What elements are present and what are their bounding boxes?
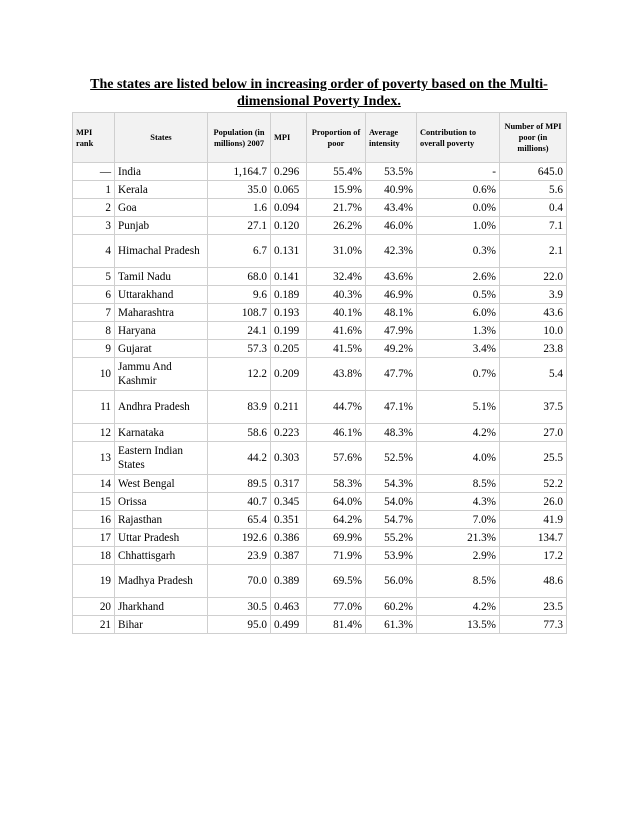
cell-state: Jharkhand: [115, 598, 208, 616]
cell-population: 23.9: [208, 547, 271, 565]
cell-intensity: 54.0%: [366, 493, 417, 511]
cell-mpi: 0.389: [271, 565, 307, 598]
cell-mpi: 0.386: [271, 529, 307, 547]
cell-contribution: 0.6%: [417, 181, 500, 199]
table-row: [73, 475, 567, 493]
cell-state: Maharashtra: [115, 304, 208, 322]
cell-rank: 5: [73, 268, 115, 286]
cell-state: Orissa: [115, 493, 208, 511]
cell-population: 12.2: [208, 358, 271, 391]
cell-mpi: 0.345: [271, 493, 307, 511]
cell-intensity: 47.1%: [366, 391, 417, 424]
cell-rank: 18: [73, 547, 115, 565]
col-header-contribution: Contribution to overall poverty: [417, 113, 500, 163]
cell-proportion: 15.9%: [307, 181, 366, 199]
cell-number-poor: 41.9: [500, 511, 567, 529]
cell-intensity: 43.4%: [366, 199, 417, 217]
cell-contribution: 0.0%: [417, 199, 500, 217]
cell-contribution: 8.5%: [417, 475, 500, 493]
cell-rank: 4: [73, 235, 115, 268]
cell-contribution: 2.6%: [417, 268, 500, 286]
cell-proportion: 41.5%: [307, 340, 366, 358]
cell-number-poor: 23.5: [500, 598, 567, 616]
cell-intensity: 48.3%: [366, 424, 417, 442]
col-header-population: Population (in millions) 2007: [208, 113, 271, 163]
cell-mpi: 0.211: [271, 391, 307, 424]
cell-intensity: 53.5%: [366, 163, 417, 181]
cell-proportion: 71.9%: [307, 547, 366, 565]
table-row: [73, 391, 567, 424]
cell-number-poor: 645.0: [500, 163, 567, 181]
table-row: [73, 598, 567, 616]
cell-intensity: 46.0%: [366, 217, 417, 235]
cell-population: 83.9: [208, 391, 271, 424]
cell-population: 1.6: [208, 199, 271, 217]
cell-contribution: 6.0%: [417, 304, 500, 322]
cell-rank: 10: [73, 358, 115, 391]
table-row: [73, 547, 567, 565]
cell-number-poor: 3.9: [500, 286, 567, 304]
cell-population: 35.0: [208, 181, 271, 199]
cell-mpi: 0.141: [271, 268, 307, 286]
cell-state: Eastern Indian States: [115, 442, 208, 475]
cell-mpi: 0.193: [271, 304, 307, 322]
cell-contribution: 4.2%: [417, 598, 500, 616]
cell-contribution: 1.0%: [417, 217, 500, 235]
cell-population: 89.5: [208, 475, 271, 493]
cell-mpi: 0.131: [271, 235, 307, 268]
cell-number-poor: 22.0: [500, 268, 567, 286]
cell-number-poor: 26.0: [500, 493, 567, 511]
cell-proportion: 26.2%: [307, 217, 366, 235]
cell-intensity: 53.9%: [366, 547, 417, 565]
header-row: [73, 113, 567, 163]
table-row: [73, 493, 567, 511]
table-row: [73, 442, 567, 475]
cell-rank: 17: [73, 529, 115, 547]
cell-number-poor: 77.3: [500, 616, 567, 634]
cell-state: Himachal Pradesh: [115, 235, 208, 268]
table-row: [73, 511, 567, 529]
cell-rank: 12: [73, 424, 115, 442]
cell-contribution: 0.3%: [417, 235, 500, 268]
cell-rank: —: [73, 163, 115, 181]
cell-intensity: 52.5%: [366, 442, 417, 475]
cell-number-poor: 52.2: [500, 475, 567, 493]
cell-rank: 15: [73, 493, 115, 511]
cell-intensity: 42.3%: [366, 235, 417, 268]
cell-mpi: 0.463: [271, 598, 307, 616]
cell-rank: 19: [73, 565, 115, 598]
cell-population: 27.1: [208, 217, 271, 235]
mpi-table: [72, 112, 567, 634]
cell-proportion: 44.7%: [307, 391, 366, 424]
table-row: [73, 199, 567, 217]
cell-population: 95.0: [208, 616, 271, 634]
cell-rank: 14: [73, 475, 115, 493]
cell-number-poor: 5.4: [500, 358, 567, 391]
cell-contribution: 4.2%: [417, 424, 500, 442]
cell-contribution: 4.0%: [417, 442, 500, 475]
cell-intensity: 61.3%: [366, 616, 417, 634]
cell-proportion: 69.9%: [307, 529, 366, 547]
cell-population: 1,164.7: [208, 163, 271, 181]
cell-proportion: 81.4%: [307, 616, 366, 634]
cell-rank: 6: [73, 286, 115, 304]
table-row: [73, 424, 567, 442]
cell-proportion: 58.3%: [307, 475, 366, 493]
cell-proportion: 40.1%: [307, 304, 366, 322]
cell-proportion: 31.0%: [307, 235, 366, 268]
cell-intensity: 47.9%: [366, 322, 417, 340]
cell-proportion: 55.4%: [307, 163, 366, 181]
cell-rank: 9: [73, 340, 115, 358]
table-row: [73, 322, 567, 340]
cell-intensity: 49.2%: [366, 340, 417, 358]
cell-proportion: 40.3%: [307, 286, 366, 304]
cell-number-poor: 0.4: [500, 199, 567, 217]
table-row: [73, 358, 567, 391]
cell-mpi: 0.223: [271, 424, 307, 442]
cell-intensity: 48.1%: [366, 304, 417, 322]
cell-number-poor: 2.1: [500, 235, 567, 268]
cell-rank: 13: [73, 442, 115, 475]
cell-population: 192.6: [208, 529, 271, 547]
cell-proportion: 77.0%: [307, 598, 366, 616]
cell-number-poor: 43.6: [500, 304, 567, 322]
cell-population: 68.0: [208, 268, 271, 286]
cell-state: Jammu And Kashmir: [115, 358, 208, 391]
cell-proportion: 41.6%: [307, 322, 366, 340]
cell-proportion: 64.0%: [307, 493, 366, 511]
cell-contribution: 4.3%: [417, 493, 500, 511]
col-header-intensity: Average intensity: [366, 113, 417, 163]
table-row: [73, 304, 567, 322]
cell-proportion: 57.6%: [307, 442, 366, 475]
cell-mpi: 0.120: [271, 217, 307, 235]
cell-mpi: 0.387: [271, 547, 307, 565]
cell-proportion: 64.2%: [307, 511, 366, 529]
cell-contribution: 0.5%: [417, 286, 500, 304]
table-row: [73, 217, 567, 235]
cell-mpi: 0.351: [271, 511, 307, 529]
cell-intensity: 43.6%: [366, 268, 417, 286]
table-row: [73, 235, 567, 268]
cell-state: Karnataka: [115, 424, 208, 442]
cell-intensity: 60.2%: [366, 598, 417, 616]
table-row: [73, 286, 567, 304]
cell-intensity: 47.7%: [366, 358, 417, 391]
table-row: [73, 181, 567, 199]
cell-population: 24.1: [208, 322, 271, 340]
cell-state: Madhya Pradesh: [115, 565, 208, 598]
cell-mpi: 0.296: [271, 163, 307, 181]
cell-state: Uttar Pradesh: [115, 529, 208, 547]
cell-mpi: 0.189: [271, 286, 307, 304]
cell-rank: 7: [73, 304, 115, 322]
table-row: [73, 340, 567, 358]
cell-mpi: 0.065: [271, 181, 307, 199]
cell-mpi: 0.303: [271, 442, 307, 475]
cell-state: Kerala: [115, 181, 208, 199]
cell-contribution: 13.5%: [417, 616, 500, 634]
cell-contribution: 3.4%: [417, 340, 500, 358]
cell-intensity: 40.9%: [366, 181, 417, 199]
cell-contribution: -: [417, 163, 500, 181]
cell-population: 6.7: [208, 235, 271, 268]
cell-number-poor: 23.8: [500, 340, 567, 358]
cell-mpi: 0.094: [271, 199, 307, 217]
cell-contribution: 8.5%: [417, 565, 500, 598]
cell-state: Haryana: [115, 322, 208, 340]
cell-state: West Bengal: [115, 475, 208, 493]
cell-state: Goa: [115, 199, 208, 217]
cell-mpi: 0.205: [271, 340, 307, 358]
cell-number-poor: 17.2: [500, 547, 567, 565]
cell-population: 9.6: [208, 286, 271, 304]
cell-state: Andhra Pradesh: [115, 391, 208, 424]
cell-number-poor: 5.6: [500, 181, 567, 199]
cell-rank: 11: [73, 391, 115, 424]
cell-number-poor: 7.1: [500, 217, 567, 235]
cell-rank: 20: [73, 598, 115, 616]
cell-number-poor: 10.0: [500, 322, 567, 340]
table-row: [73, 616, 567, 634]
cell-mpi: 0.499: [271, 616, 307, 634]
cell-proportion: 21.7%: [307, 199, 366, 217]
cell-proportion: 69.5%: [307, 565, 366, 598]
cell-contribution: 0.7%: [417, 358, 500, 391]
cell-state: Uttarakhand: [115, 286, 208, 304]
cell-contribution: 7.0%: [417, 511, 500, 529]
col-header-mpi: MPI: [271, 113, 307, 163]
cell-rank: 2: [73, 199, 115, 217]
table-row: [73, 268, 567, 286]
cell-population: 44.2: [208, 442, 271, 475]
cell-state: Tamil Nadu: [115, 268, 208, 286]
cell-population: 57.3: [208, 340, 271, 358]
cell-population: 30.5: [208, 598, 271, 616]
col-header-number-poor: Number of MPI poor (in millions): [500, 113, 567, 163]
table-body: [73, 163, 567, 634]
table-row: [73, 163, 567, 181]
cell-number-poor: 25.5: [500, 442, 567, 475]
table-row: [73, 565, 567, 598]
cell-population: 40.7: [208, 493, 271, 511]
cell-rank: 21: [73, 616, 115, 634]
cell-contribution: 2.9%: [417, 547, 500, 565]
cell-mpi: 0.317: [271, 475, 307, 493]
table-row: [73, 529, 567, 547]
cell-mpi: 0.199: [271, 322, 307, 340]
col-header-proportion: Proportion of poor: [307, 113, 366, 163]
cell-population: 65.4: [208, 511, 271, 529]
cell-population: 108.7: [208, 304, 271, 322]
cell-rank: 16: [73, 511, 115, 529]
cell-intensity: 56.0%: [366, 565, 417, 598]
cell-contribution: 21.3%: [417, 529, 500, 547]
cell-number-poor: 37.5: [500, 391, 567, 424]
cell-population: 58.6: [208, 424, 271, 442]
cell-mpi: 0.209: [271, 358, 307, 391]
cell-state: Punjab: [115, 217, 208, 235]
cell-proportion: 43.8%: [307, 358, 366, 391]
cell-population: 70.0: [208, 565, 271, 598]
cell-rank: 1: [73, 181, 115, 199]
cell-number-poor: 27.0: [500, 424, 567, 442]
col-header-state: States: [115, 113, 208, 163]
cell-contribution: 5.1%: [417, 391, 500, 424]
cell-state: Gujarat: [115, 340, 208, 358]
cell-contribution: 1.3%: [417, 322, 500, 340]
cell-state: India: [115, 163, 208, 181]
page-title: The states are listed below in increasing order of poverty based on the Multi-dimensional Poverty Index.: [90, 77, 548, 109]
cell-proportion: 46.1%: [307, 424, 366, 442]
cell-state: Bihar: [115, 616, 208, 634]
cell-intensity: 54.3%: [366, 475, 417, 493]
cell-intensity: 46.9%: [366, 286, 417, 304]
cell-rank: 3: [73, 217, 115, 235]
col-header-rank: MPI rank: [73, 113, 115, 163]
cell-state: Chhattisgarh: [115, 547, 208, 565]
cell-number-poor: 134.7: [500, 529, 567, 547]
cell-state: Rajasthan: [115, 511, 208, 529]
cell-number-poor: 48.6: [500, 565, 567, 598]
cell-intensity: 55.2%: [366, 529, 417, 547]
cell-proportion: 32.4%: [307, 268, 366, 286]
cell-intensity: 54.7%: [366, 511, 417, 529]
cell-rank: 8: [73, 322, 115, 340]
